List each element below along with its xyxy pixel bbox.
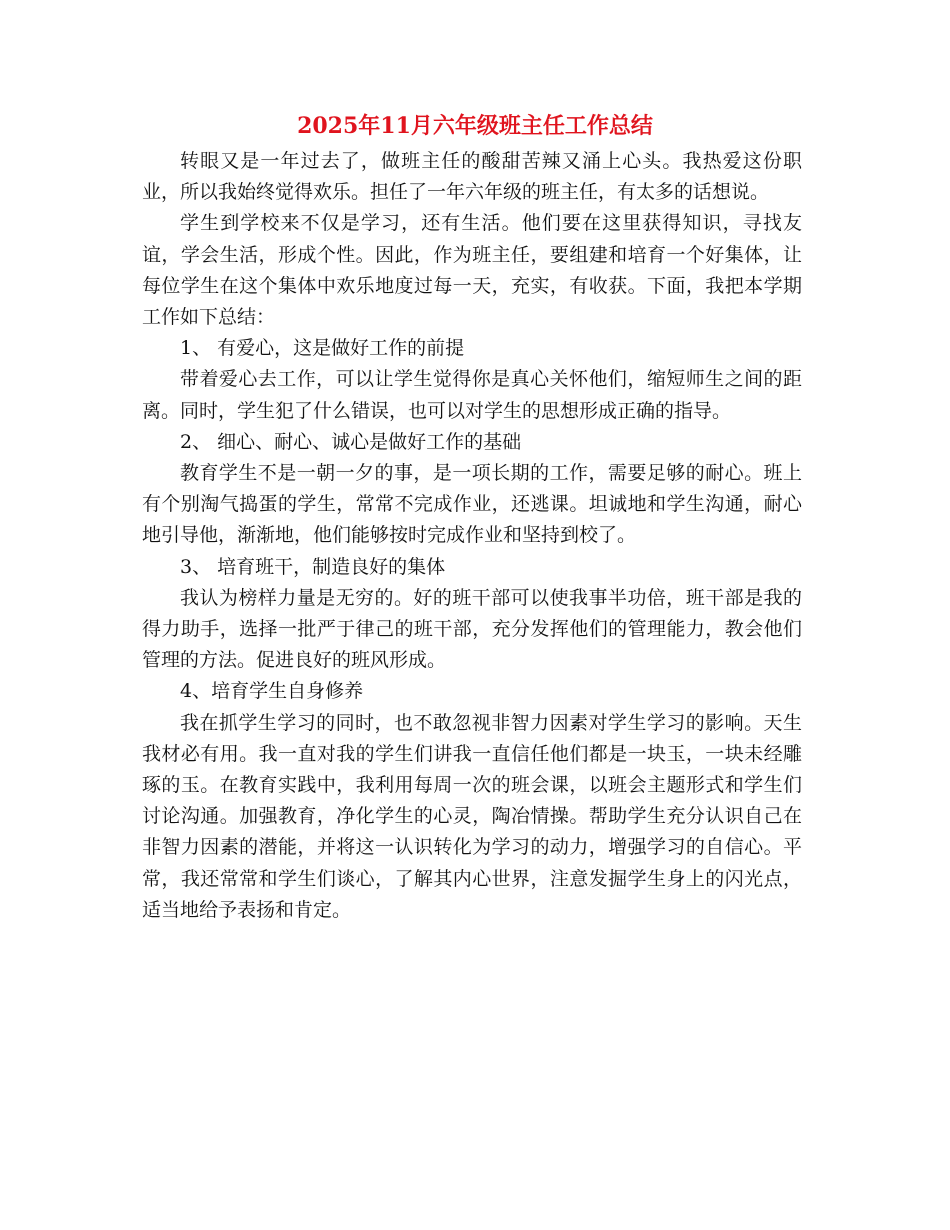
document-title: 2025年11月六年级班主任工作总结 [297,113,653,139]
section-heading-3: 3、 培育班干，制造良好的集体 [180,555,446,578]
paragraph-overview: 学生到学校来不仅是学习，还有生活。他们要在这里获得知识，寻找友谊，学会生活，形成个性。因此，作为班主任，要组建和培育一个好集体，让每位学生在这个集体中欢乐地度过每一天，充实，有收获。下面，我把本学期工作如下总结： [142,212,802,329]
paragraph-section-4: 我在抓学生学习的同时，也不敢忽视非智力因素对学生学习的影响。天生我材必有用。我一直对我的学生们讲我一直信任他们都是一块玉，一块未经雕琢的玉。在教育实践中，我利用每周一次的班会课，以班会主题形式和学生们讨论沟通。加强教育，净化学生的心灵，陶冶情操。帮助学生充分认识自己在非智力因素的潜能，并将这一认识转化为学习的动力，增强学习的自信心。平常，我还常常和学生们谈心，了解其内心世界，注意发掘学生身上的闪光点，适当地给予表扬和肯定。 [142,711,802,921]
paragraph-section-2: 教育学生不是一朝一夕的事，是一项长期的工作，需要足够的耐心。班上有个别淘气捣蛋的学生，常常不完成作业，还逃课。坦诚地和学生沟通，耐心地引导他，渐渐地，他们能够按时完成作业和坚持到校了。 [142,462,802,547]
document-body [142,146,802,926]
section-heading-4: 4、培育学生自身修养 [180,680,364,703]
paragraph-section-3: 我认为榜样力量是无穷的。好的班干部可以使我事半功倍，班干部是我的得力助手，选择一批严于律己的班干部，充分发挥他们的管理能力，教会他们管理的方法。促进良好的班风形成。 [142,586,802,672]
paragraph-intro: 转眼又是一年过去了，做班主任的酸甜苦辣又涌上心头。我热爱这份职业，所以我始终觉得欢乐。担任了一年六年级的班主任，有太多的话想说。 [142,150,802,204]
section-heading-2: 2、 细心、耐心、诚心是做好工作的基础 [180,430,522,453]
section-heading-1: 1、 有爱心，这是做好工作的前提 [180,337,465,360]
paragraph-section-1: 带着爱心去工作，可以让学生觉得你是真心关怀他们，缩短师生之间的距离。同时，学生犯了什么错误，也可以对学生的思想形成正确的指导。 [142,368,802,422]
